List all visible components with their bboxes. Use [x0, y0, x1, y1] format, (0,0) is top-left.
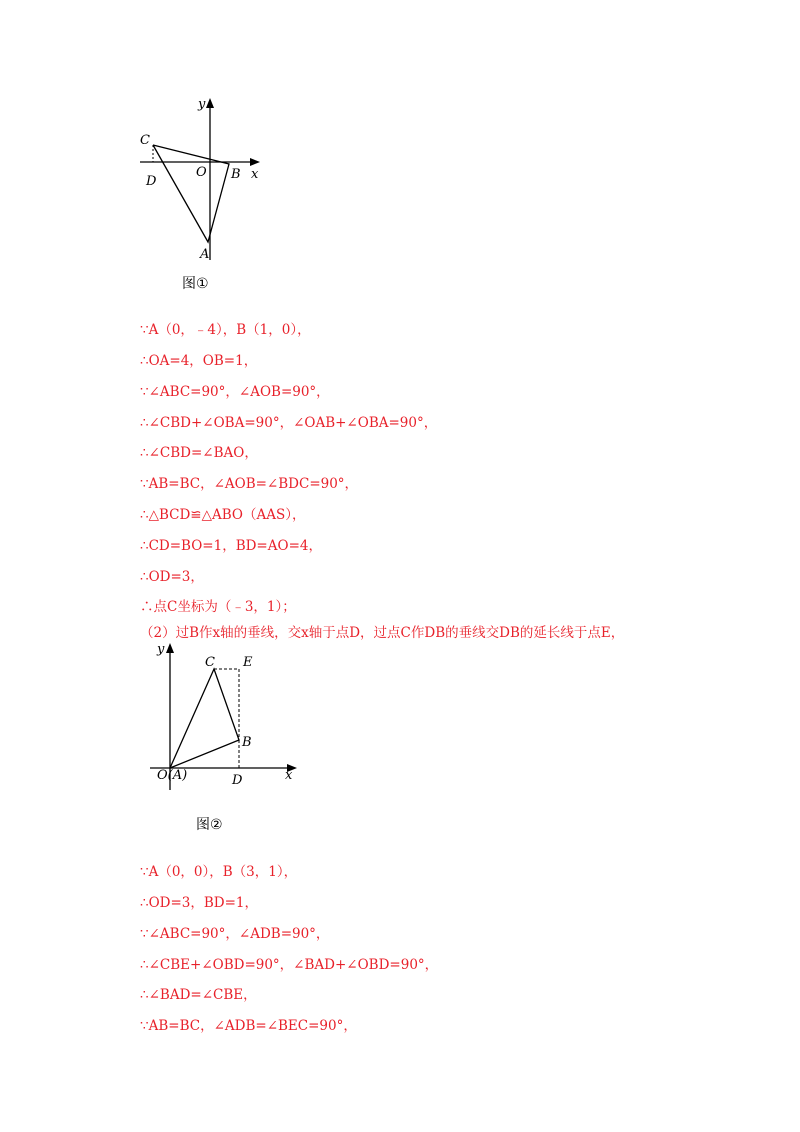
figure-2 [145, 635, 315, 800]
y-axis-arrow [166, 643, 174, 653]
line-11: （2）过B作x轴的垂线，交x轴于点D，过点C作DB的垂线交DB的延长线于点E， [140, 625, 625, 641]
label-o-a: O(A) [157, 768, 188, 783]
line-14: ∵∠ABC=90°，∠ADB=90°， [140, 926, 330, 942]
label-c: C [205, 655, 215, 670]
label-c: C [140, 133, 150, 148]
label-o: O [196, 165, 207, 180]
label-x: x [251, 167, 259, 182]
label-b: B [231, 167, 241, 182]
line-7: ∴△BCD≌△ABO（AAS）， [140, 507, 306, 523]
line-2: ∴OA=4，OB=1， [140, 353, 258, 369]
x-axis-arrow [250, 158, 260, 166]
y-axis-arrow [206, 98, 214, 108]
line-17: ∵AB=BC，∠ADB=∠BEC=90°， [140, 1018, 357, 1034]
label-d: D [146, 174, 157, 189]
label-b: B [242, 735, 252, 750]
line-1: ∵A（0，﹣4），B（1，0）， [140, 322, 311, 338]
line-8: ∴CD=BO=1，BD=AO=4， [140, 538, 322, 554]
line-10: ∴点C坐标为（﹣3，1）； [140, 599, 296, 615]
line-12: ∵A（0，0），B（3，1）， [140, 864, 298, 880]
label-x: x [285, 768, 293, 783]
figure-1-caption: 图① [182, 276, 209, 292]
line-9: ∴OD=3， [140, 569, 204, 585]
triangle-abc [153, 145, 229, 242]
figure-1 [130, 90, 280, 270]
line-13: ∴OD=3，BD=1， [140, 895, 259, 911]
triangle-abc [170, 669, 239, 768]
line-4: ∴∠CBD+∠OBA=90°，∠OAB+∠OBA=90°， [140, 415, 438, 431]
label-y: y [157, 642, 165, 657]
figure-2-caption: 图② [196, 817, 223, 833]
line-16: ∴∠BAD=∠CBE， [140, 987, 257, 1003]
label-d: D [232, 773, 243, 788]
line-5: ∴∠CBD=∠BAO， [140, 445, 258, 461]
line-3: ∵∠ABC=90°，∠AOB=90°， [140, 384, 330, 400]
label-a: A [200, 247, 210, 262]
label-e: E [243, 655, 253, 670]
line-6: ∵AB=BC，∠AOB=∠BDC=90°， [140, 476, 359, 492]
line-15: ∴∠CBE+∠OBD=90°，∠BAD+∠OBD=90°， [140, 957, 439, 973]
label-y: y [198, 97, 206, 112]
